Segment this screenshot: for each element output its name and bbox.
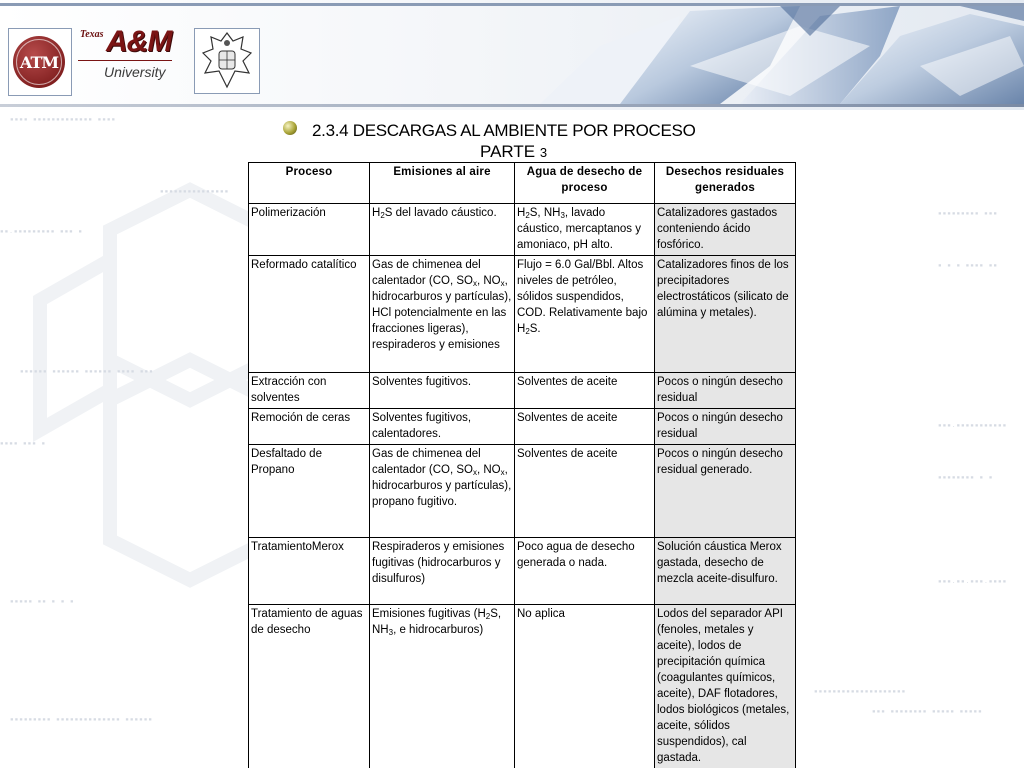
table-row — [249, 256, 796, 373]
table-row — [249, 373, 796, 409]
brand-university: University — [104, 64, 166, 80]
coat-of-arms-icon — [195, 29, 259, 93]
cell-aire: Gas de chimenea del calentador (CO, $SO_x$, $NO_x$, hidrocarburos y partículas), HCl potencialmente en las fracciones ligeras), respiraderos y emisiones — [370, 256, 515, 373]
header-agua-desecho: Agua de desecho de proceso — [515, 163, 655, 204]
cell-residuos: Pocos o ningún desecho residual — [655, 409, 796, 445]
atm-logo — [8, 28, 72, 96]
cell-residuos: Pocos o ningún desecho residual — [655, 373, 796, 409]
background-texture: ▪▪▪▪▪▪▪▪▪ ▪▪▪▪▪▪▪▪▪▪▪▪▪▪ ▪▪▪▪▪▪ — [10, 716, 153, 723]
cell-aire: Gas de chimenea del calentador (CO, $SO_x$, $NO_x$, hidrocarburos y partículas), propano fugitivo. — [370, 445, 515, 538]
page-title-part — [480, 142, 547, 162]
emissions-table — [248, 162, 796, 768]
background-texture: ▪▪▪.▪▪▪▪▪▪▪▪▪▪▪ — [938, 422, 1008, 429]
cell-proceso: Remoción de ceras — [249, 409, 370, 445]
background-texture: ▪▪▪▪▪ ▪▪ ▪ ▪ ▪ — [10, 598, 75, 605]
table-row — [249, 445, 796, 538]
table-row — [249, 409, 796, 445]
cell-agua: Poco agua de desecho generada o nada. — [515, 538, 655, 605]
cell-aire: Solventes fugitivos, calentadores. — [370, 409, 515, 445]
background-texture: ▪▪▪▪ ▪▪▪ ▪ — [0, 440, 47, 447]
header-emisiones-aire: Emisiones al aire — [370, 163, 515, 204]
background-texture: ▪▪▪▪▪▪▪▪▪▪▪▪▪▪▪ — [160, 188, 230, 195]
cell-aire: Emisiones fugitivas ($H_2S$, $NH_3$, e hidrocarburos) — [370, 605, 515, 769]
background-texture: ▪▪▪▪▪▪▪▪ ▪ ▪ — [938, 474, 994, 481]
background-texture: ▪▪▪▪▪▪▪▪▪ ▪▪▪ — [938, 210, 998, 217]
table-row — [249, 204, 796, 256]
header-desechos-residuales: Desechos residuales generados — [655, 163, 796, 204]
brand-texas: Texas — [80, 29, 104, 40]
background-texture: ▪▪.▪▪▪▪▪▪▪▪▪ ▪▪▪ ▪ — [0, 228, 84, 235]
page-title-part-number: 3 — [539, 145, 548, 160]
header-proceso: Proceso — [249, 163, 370, 204]
cell-agua: Solventes de aceite — [515, 373, 655, 409]
background-texture: ▪▪▪▪▪▪ ▪▪▪▪▪▪ ▪▪▪▪▪▪ ▪▪▪▪ ▪▪▪ — [20, 368, 154, 375]
background-texture: ▪▪▪▪ ▪▪▪▪▪▪▪▪▪▪▪▪▪ ▪▪▪▪ — [10, 116, 117, 123]
cell-agua: $H_2S$, $NH_3$, lavado cáustico, mercaptanos y amoniaco, pH alto. — [515, 204, 655, 256]
cell-proceso: TratamientoMerox — [249, 538, 370, 605]
atm-logo-letters: ATM — [19, 52, 59, 72]
cell-agua: Flujo = 6.0 Gal/Bbl. Altos niveles de petróleo, sólidos suspendidos, COD. Relativamente bajo $H_2S$. — [515, 256, 655, 373]
atm-logo-emblem — [13, 36, 65, 88]
table-row — [249, 538, 796, 605]
page-title: 2.3.4 DESCARGAS AL AMBIENTE POR PROCESO — [312, 121, 696, 140]
brand-am: A&M — [106, 25, 172, 58]
cell-proceso: Polimerización — [249, 204, 370, 256]
cell-agua: Solventes de aceite — [515, 445, 655, 538]
header-banner — [0, 0, 1024, 110]
page-title-part-label: PARTE — [480, 142, 536, 161]
cell-aire: $H_2S$ del lavado cáustico. — [370, 204, 515, 256]
background-texture: ▪ ▪ ▪ ▪▪▪▪ ▪▪ — [938, 262, 998, 269]
brand-divider — [78, 60, 172, 61]
header-bottom-line — [0, 104, 1024, 107]
cell-agua: No aplica — [515, 605, 655, 769]
cell-residuos: Catalizadores gastados conteniendo ácido fosfórico. — [655, 204, 796, 256]
cell-residuos: Pocos o ningún desecho residual generado. — [655, 445, 796, 538]
background-texture: ▪▪▪▪▪▪▪▪▪▪▪▪▪▪▪▪▪▪▪▪ — [814, 688, 907, 695]
atm-logo-ring — [16, 39, 62, 85]
table-header-row — [249, 163, 796, 204]
cell-aire: Respiraderos y emisiones fugitivas (hidrocarburos y disulfuros) — [370, 538, 515, 605]
cell-proceso: Desfaltado de Propano — [249, 445, 370, 538]
cell-residuos: Catalizadores finos de los precipitadores electrostáticos (silicato de alúmina y metales). — [655, 256, 796, 373]
cell-residuos: Solución cáustica Merox gastada, desecho de mezcla aceite-disulfuro. — [655, 538, 796, 605]
bullet-sphere-icon — [283, 121, 297, 135]
background-texture: ▪▪▪.▪▪.▪▪▪.▪▪▪▪ — [938, 578, 1008, 585]
cell-proceso: Reformado catalítico — [249, 256, 370, 373]
cell-agua: Solventes de aceite — [515, 409, 655, 445]
table-row — [249, 605, 796, 769]
cell-proceso: Tratamiento de aguas de desecho — [249, 605, 370, 769]
emissions-table-container — [248, 162, 796, 768]
background-texture: ▪▪▪ ▪▪▪▪▪▪▪▪ ▪▪▪▪▪ ▪▪▪▪▪ — [872, 708, 983, 715]
crystal-decoration-image — [540, 6, 1024, 104]
coat-of-arms-seal — [194, 28, 260, 94]
cell-residuos: Lodos del separador API (fenoles, metales y aceite), lodos de precipitación química (coagulantes químicos, aceite), DAF flotadores, lodos biológicos (metales, aceite, sólidos suspendidos), cal gastada. — [655, 605, 796, 769]
cell-proceso: Extracción con solventes — [249, 373, 370, 409]
cell-aire: Solventes fugitivos. — [370, 373, 515, 409]
